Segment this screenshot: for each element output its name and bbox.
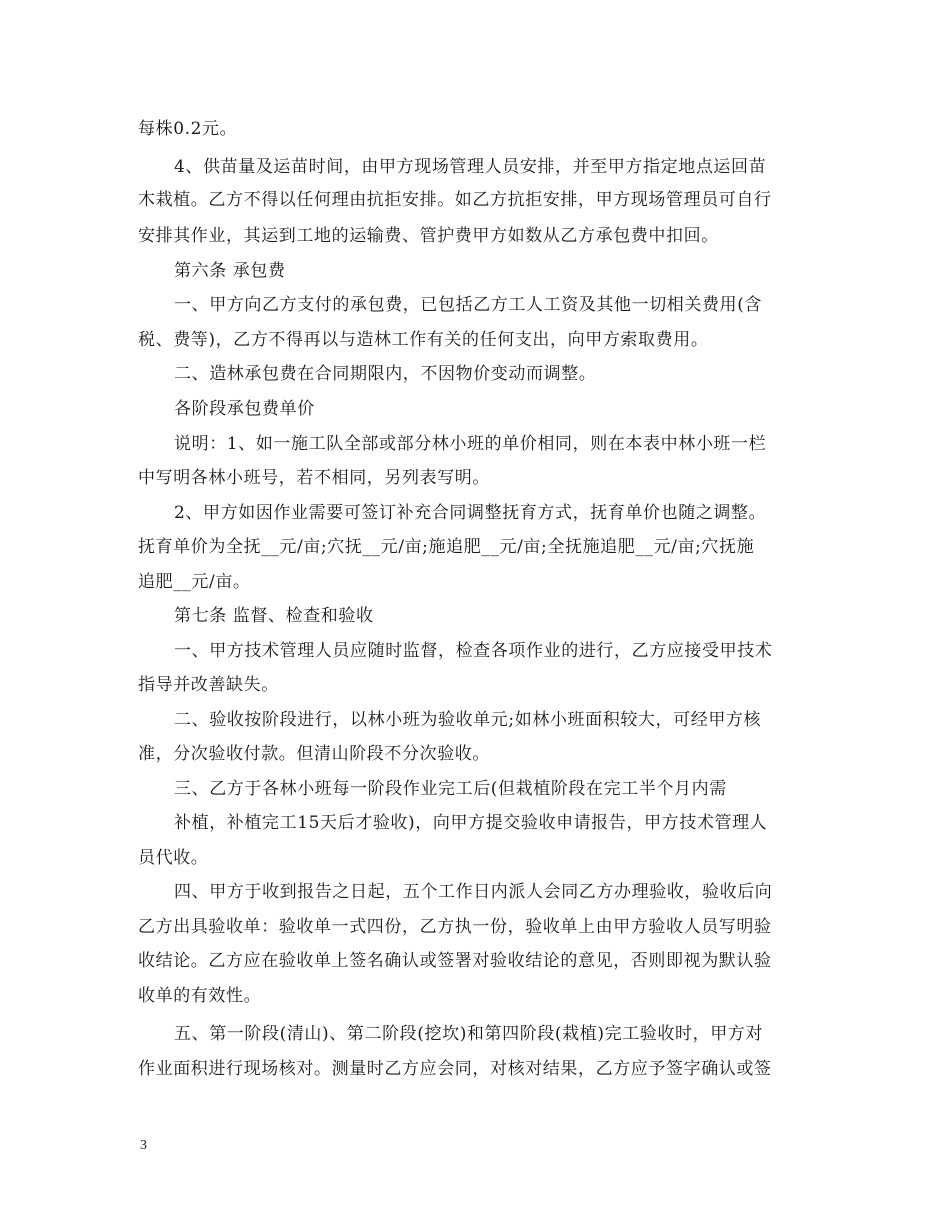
text-line: 二、验收按阶段进行，以林小班为验收单元;如林小班面积较大，可经甲方核 bbox=[174, 710, 762, 730]
text-line: 2、甲方如因作业需要可签订补充合同调整抚育方式，抚育单价也随之调整。 bbox=[174, 503, 767, 523]
page-number: 3 bbox=[140, 1138, 147, 1153]
text-line: 作业面积进行现场核对。测量时乙方应会同，对核对结果，乙方应予签字确认或签 bbox=[138, 1059, 772, 1079]
text-line: 4、供苗量及运苗时间，由甲方现场管理人员安排，并至甲方指定地点运回苗 bbox=[174, 157, 767, 177]
text-line: 收单的有效性。 bbox=[138, 986, 262, 1006]
text-line: 二、造林承包费在合同期限内，不因物价变动而调整。 bbox=[174, 364, 597, 384]
subheading: 各阶段承包费单价 bbox=[174, 399, 315, 419]
text-line: 三、乙方于各林小班每一阶段作业完工后(但栽植阶段在完工半个月内需 bbox=[174, 779, 727, 799]
text-line: 税、费等)，乙方不得再以与造林工作有关的任何支出，向甲方索取费用。 bbox=[138, 330, 709, 350]
text-line: 木栽植。乙方不得以任何理由抗拒安排。如乙方抗拒安排，甲方现场管理员可自行 bbox=[138, 190, 772, 210]
text-line: 中写明各林小班号，若不相同，另列表写明。 bbox=[138, 468, 490, 488]
text-line: 补植，补植完工15天后才验收)，向甲方提交验收申请报告，甲方技术管理人 bbox=[174, 813, 768, 833]
text-line: 四、甲方于收到报告之日起，五个工作日内派人会同乙方办理验收，验收后向 bbox=[174, 882, 773, 902]
section-heading: 第六条 承包费 bbox=[174, 261, 286, 281]
text-line: 一、甲方向乙方支付的承包费，已包括乙方工人工资及其他一切相关费用(含 bbox=[174, 295, 763, 315]
text-line: 一、甲方技术管理人员应随时监督，检查各项作业的进行，乙方应接受甲技术 bbox=[174, 641, 773, 661]
text-line: 追肥__元/亩。 bbox=[138, 572, 251, 592]
text-line: 安排其作业，其运到工地的运输费、管护费甲方如数从乙方承包费中扣回。 bbox=[138, 226, 719, 246]
text-line: 每株0.2元。 bbox=[138, 119, 238, 139]
text-line: 员代收。 bbox=[138, 848, 209, 868]
text-line: 五、第一阶段(清山)、第二阶段(挖坎)和第四阶段(栽植)完工验收时，甲方对 bbox=[174, 1024, 763, 1044]
text-line: 说明：1、如一施工队全部或部分林小班的单价相同，则在本表中林小班一栏 bbox=[174, 434, 767, 454]
section-heading: 第七条 监督、检查和验收 bbox=[174, 606, 374, 626]
text-line: 收结论。乙方应在验收单上签名确认或签署对验收结论的意见，否则即视为默认验 bbox=[138, 951, 772, 971]
text-line: 准，分次验收付款。但清山阶段不分次验收。 bbox=[138, 744, 490, 764]
text-line: 抚育单价为全抚__元/亩;穴抚__元/亩;施追肥__元/亩;全抚施追肥__元/亩;穴抚施 bbox=[138, 537, 755, 557]
text-line: 指导并改善缺失。 bbox=[138, 675, 279, 695]
text-line: 乙方出具验收单：验收单一式四份，乙方执一份，验收单上由甲方验收人员写明验 bbox=[138, 917, 772, 937]
